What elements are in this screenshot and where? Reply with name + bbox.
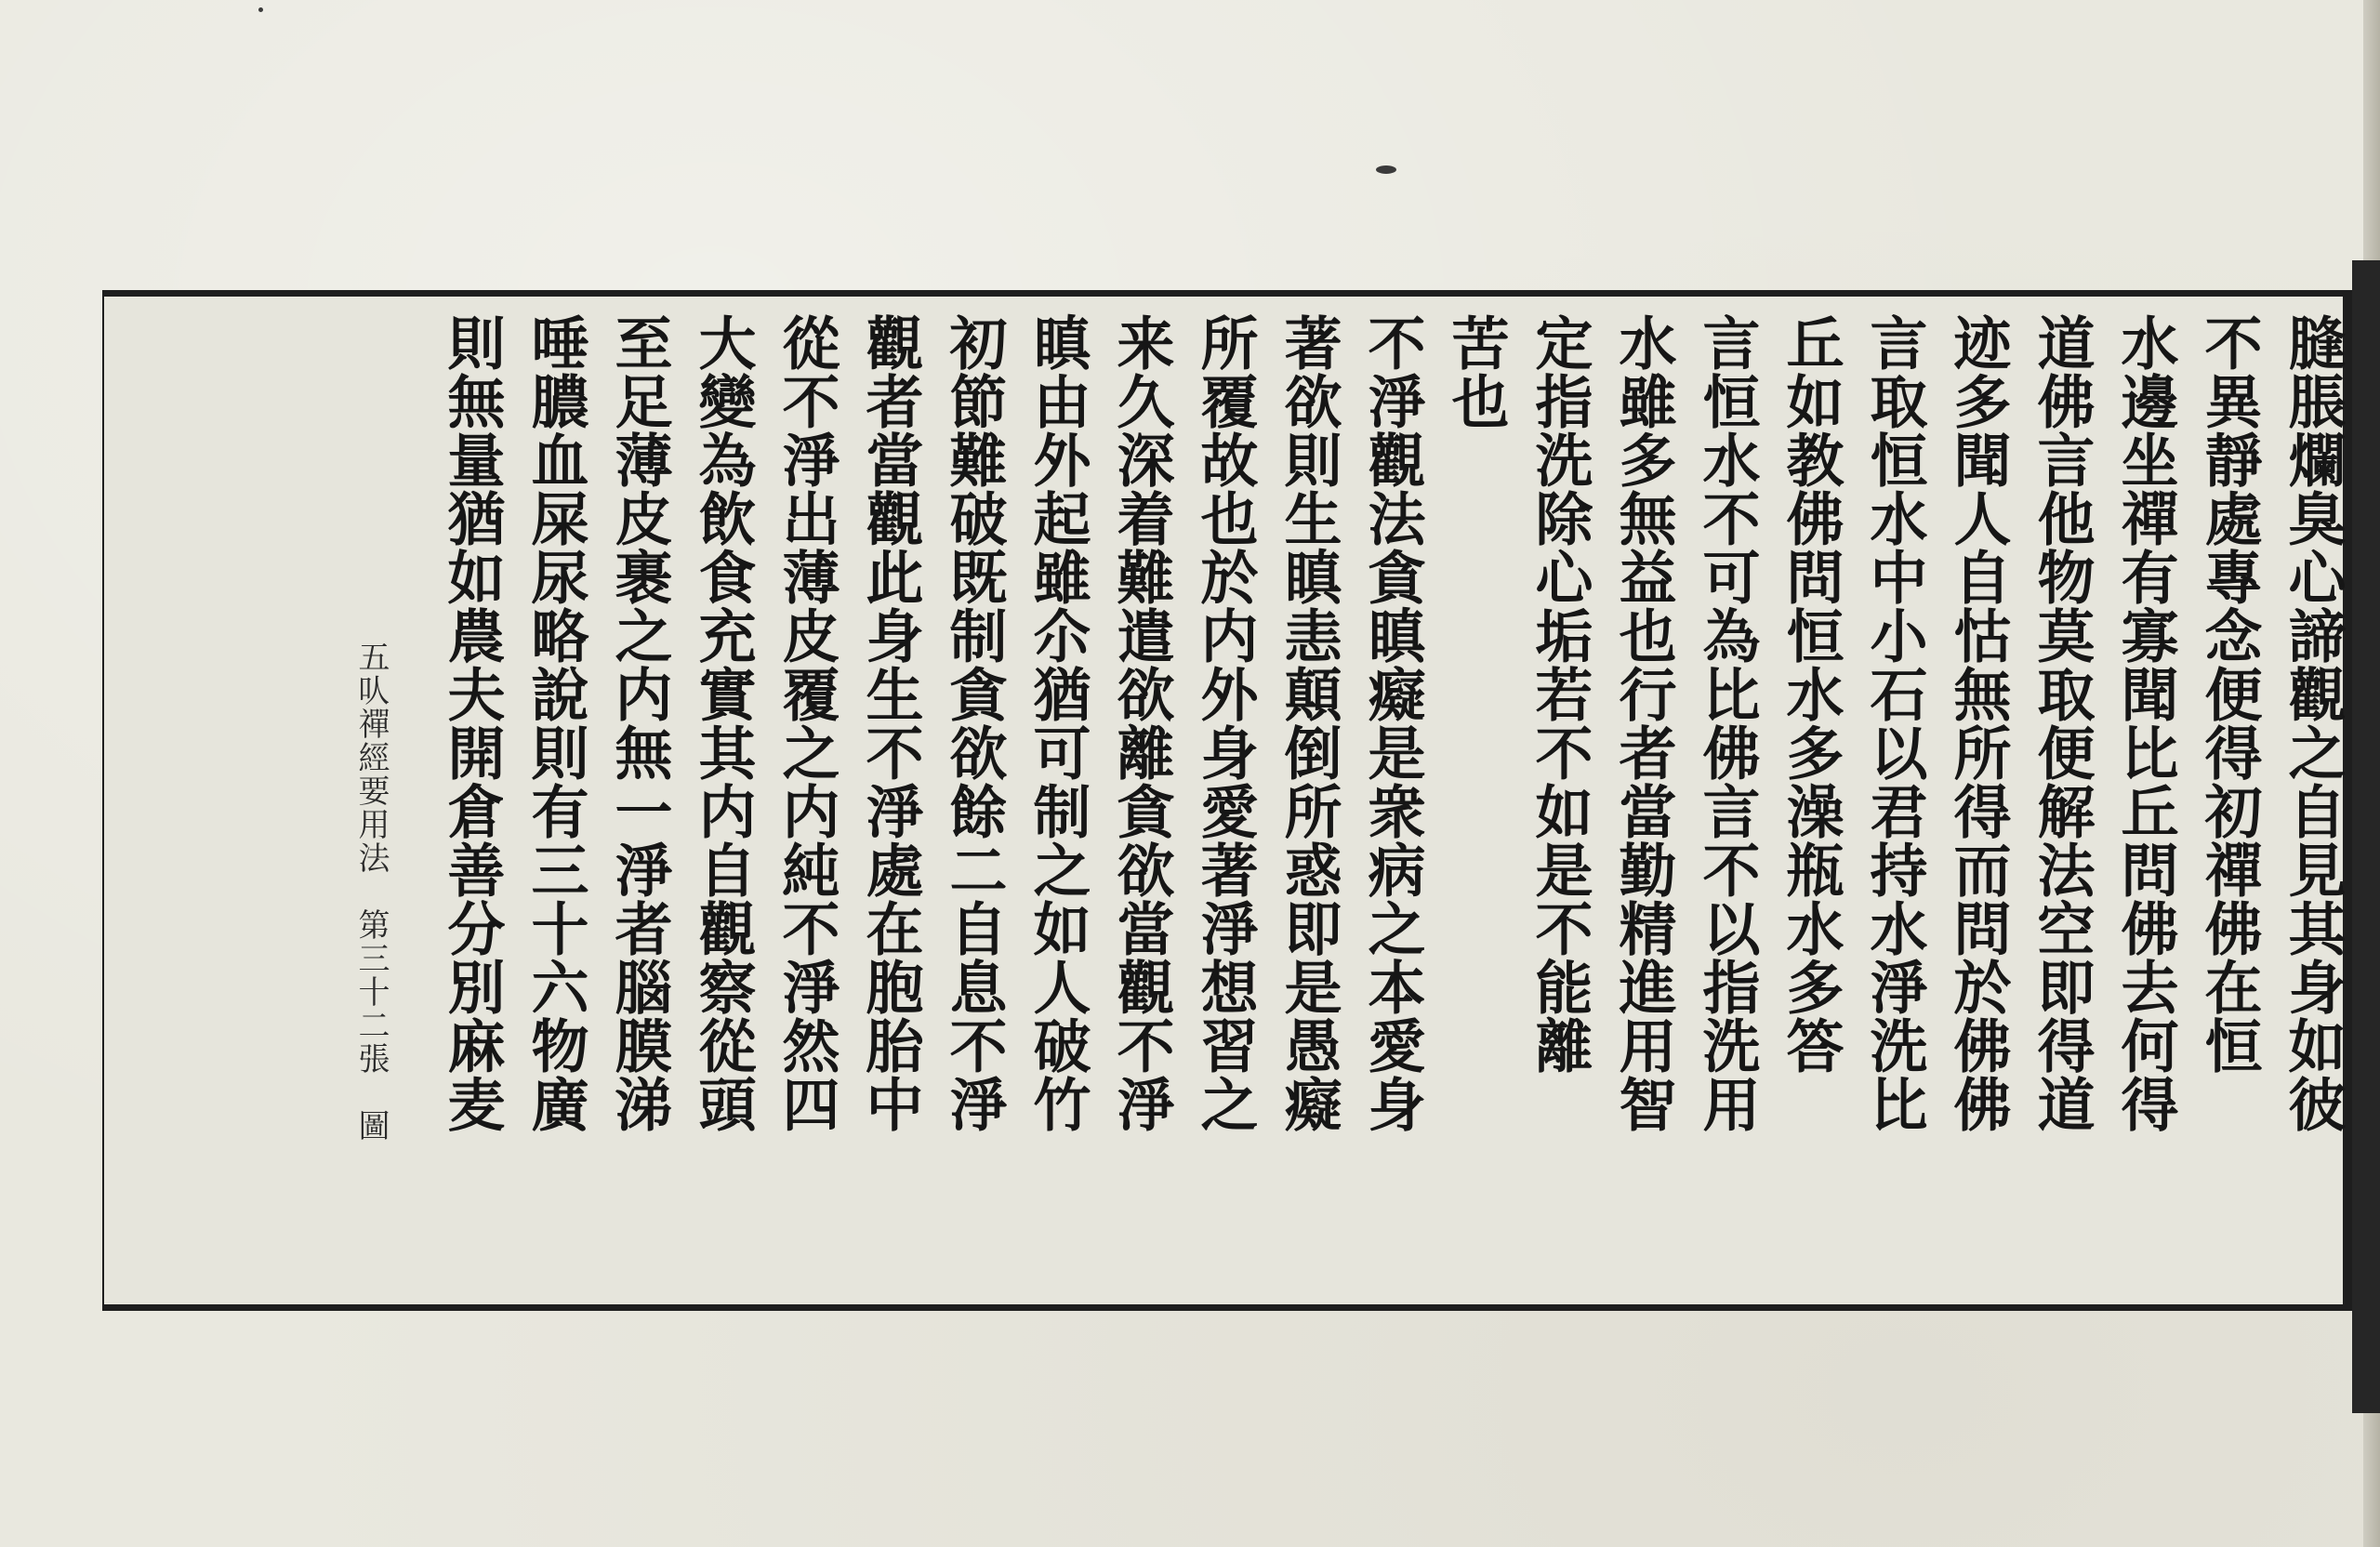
text-column: 大變為飲食充實其内自觀察從頭 xyxy=(689,313,757,1133)
text-column: 至足薄皮裹之内無一淨者腦膜涕 xyxy=(605,313,673,1133)
text-column: 丘如教佛問恒水多澡瓶水多答 xyxy=(1777,313,1844,1075)
frame-right-border xyxy=(2352,260,2380,1413)
text-column: 迹多聞人自怙無所得而問於佛佛 xyxy=(1944,313,2012,1133)
text-column: 則無量猶如農夫開倉善分別麻麦 xyxy=(438,313,506,1133)
text-column: 不異靜處專念便得初禪佛在恒 xyxy=(2195,313,2263,1075)
text-column: 道佛言他物莫取便解法空即得道 xyxy=(2028,313,2096,1133)
ink-speck xyxy=(1376,165,1396,174)
text-column: 初節難破既制貪欲餘二自息不淨 xyxy=(940,313,1008,1133)
text-column: 水雖多無益也行者當勤精進用智 xyxy=(1609,313,1677,1133)
vertical-text-block xyxy=(104,297,2347,1304)
ink-speck xyxy=(258,7,263,12)
text-column: 著欲則生瞋恚顛倒所惑即是愚癡 xyxy=(1275,313,1342,1133)
text-column: 觀者當觀此身生不淨處在胞胎中 xyxy=(856,313,924,1133)
margin-footer: 五㕥禪經要用法 第三十二張 圖 xyxy=(352,641,390,1143)
text-column: 不淨觀法貪瞋癡是衆病之本愛身 xyxy=(1358,313,1426,1133)
text-column: 唾膿血屎尿略說則有三十六物廣 xyxy=(522,313,589,1133)
text-column: 所覆故也於内外身愛著淨想習之 xyxy=(1191,313,1259,1133)
text-column: 言取恒水中小石以君持水淨洗比 xyxy=(1860,313,1928,1133)
text-column: 来久深着難遣欲離貪欲當觀不淨 xyxy=(1107,313,1175,1133)
text-column: 從不淨出薄皮覆之内純不淨然四 xyxy=(773,313,840,1133)
text-column: 瞋由外起雖尒猶可制之如人破竹 xyxy=(1024,313,1091,1133)
text-column: 言恒水不可為比佛言不以指洗用 xyxy=(1693,313,1761,1133)
text-column: 苦也 xyxy=(1442,313,1510,430)
text-column: 水邊坐禪有寡聞比丘問佛去何得 xyxy=(2111,313,2179,1133)
printed-text-frame xyxy=(102,290,2352,1311)
text-column: 膖脹爛臭心諦觀之自見其身如彼 xyxy=(2279,313,2347,1133)
text-column: 定指洗除心垢若不如是不能離 xyxy=(1526,313,1593,1075)
